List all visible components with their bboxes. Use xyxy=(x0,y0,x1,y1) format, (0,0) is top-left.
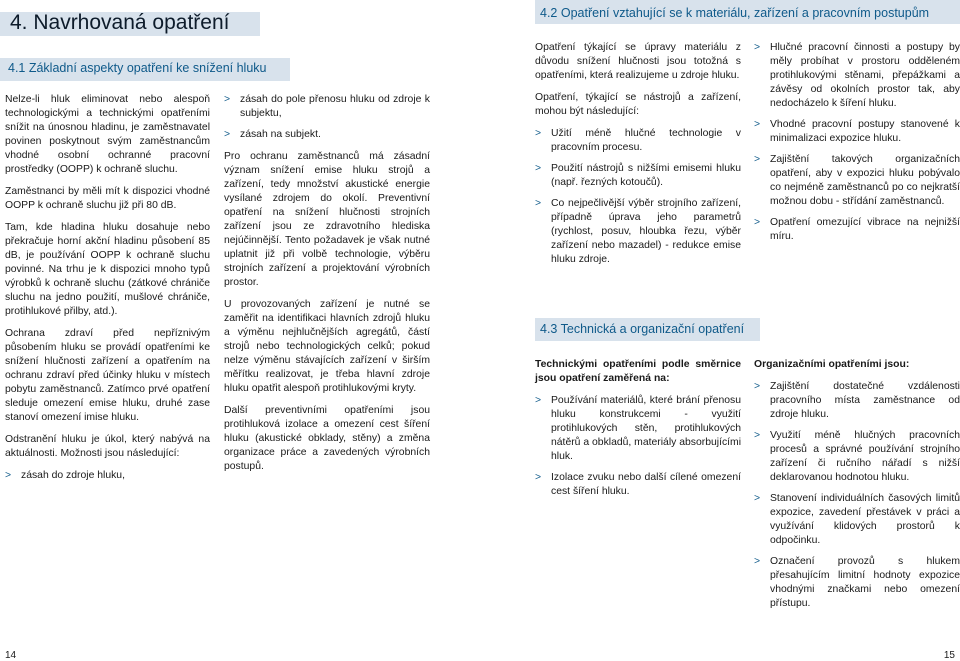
column-4 xyxy=(754,41,960,252)
bullet-marker: > xyxy=(754,154,761,165)
list-item-text: Využití méně hlučných pracovních procesů a správné používání strojního zařízení či ručního nářadí s nižší deklarovanou hodnotou hluku. xyxy=(770,430,960,483)
list-item xyxy=(754,429,960,485)
list-item xyxy=(754,41,960,111)
bullet-marker: > xyxy=(224,94,231,105)
bullet-marker: > xyxy=(754,217,761,228)
list-item xyxy=(754,216,960,244)
page-number-left: 14 xyxy=(5,650,17,661)
list-item xyxy=(535,197,741,267)
bullet-marker: > xyxy=(754,381,761,392)
bullet-marker: > xyxy=(5,470,12,481)
bullet-marker: > xyxy=(754,556,761,567)
list-item-text: Vhodné pracovní postupy stanovené k minimalizaci expozice hluku. xyxy=(770,119,960,144)
paragraph: Opatření týkající se úpravy materiálu z důvodu snížení hlučnosti jsou totožná s opatřeními, která realizujeme u zdroje hluku. xyxy=(535,42,741,81)
section-42-title: 4.2 Opatření vztahující se k materiálu, zařízení a pracovním postupům xyxy=(540,6,930,20)
paragraph: Opatření, týkající se nástrojů a zařízení, mohou být následující: xyxy=(535,92,741,117)
list-item-text: zásah na subjekt. xyxy=(240,129,321,140)
bullet-list xyxy=(224,93,430,142)
list-item xyxy=(754,555,960,611)
paragraph: Odstranění hluku je úkol, který nabývá na aktuálnosti. Možnosti jsou následující: xyxy=(5,434,210,459)
list-item xyxy=(535,471,741,499)
paragraph: U provozovaných zařízení je nutné se zaměřit na identifikaci hlavních zdrojů hluku a výměnu nejhlučnějších agregátů, částí strojů nebo technologických celků; pokud nelze výměnu stávajících zařízení v širším měřítku realizovat, je třeba hlavní zdroje hluku opatřit alespoň protihlukovými kryty. xyxy=(224,299,430,394)
bullet-marker: > xyxy=(224,129,231,140)
list-item-text: Hlučné pracovní činnosti a postupy by měly probíhat v prostoru odděleném protihlukovými stěnami, přepážkami a závěsy od okolních prostor tak, aby nedocházelo k šíření hluku. xyxy=(770,42,960,109)
section-43-title: 4.3 Technická a organizační opatření xyxy=(540,322,745,336)
list-item-text: Užití méně hlučné technologie v pracovním procesu. xyxy=(551,128,741,153)
column-1 xyxy=(5,93,210,491)
list-item-text: Izolace zvuku nebo další cílené omezení cest šíření hluku. xyxy=(551,472,741,497)
bullet-list xyxy=(535,127,741,267)
list-item-text: Použití nástrojů s nižšími emisemi hluku (např. řezných kotoučů). xyxy=(551,163,741,188)
list-item-text: Zajištění takových organizačních opatření, aby v expozici hluku pobývalo co nejméně zaměstnanců po co nejkratší možnou dobu - střídání zaměstnanců. xyxy=(770,154,960,207)
section-41-title: 4.1 Základní aspekty opatření ke snížení hluku xyxy=(8,61,267,75)
list-item xyxy=(535,394,741,464)
bullet-marker: > xyxy=(535,395,542,406)
column-3-lower xyxy=(535,358,741,507)
bullet-marker: > xyxy=(535,163,542,174)
paragraph: Tam, kde hladina hluku dosahuje nebo překračuje horní akční hladinu působení 85 dB, je používání OOPP k ochraně sluchu povinné. Na trhu je k dispozici mnoho typů výrobků k ochraně sluchu (zátkové chrániče sluchu na jedno použití, mušlové chrániče, protihlukové přilby, atd.). xyxy=(5,222,210,317)
paragraph: Další preventivními opatřeními jsou protihluková izolace a omezení cest šíření hluku (akustické obklady, stěny) a změna organizace práce a zavedených výrobních postupů. xyxy=(224,405,430,472)
bullet-list xyxy=(754,41,960,244)
paragraph: Ochrana zdraví před nepříznivým působením hluku se provádí opatřeními ke snížení hlučnosti zařízení a opatřením na ochranu zdraví před účinky hluku v místech pobytu zaměstnanců. Zatímco prvé opatření sleduje omezení emise hluku, druhé zase stanoví omezení imise hluku. xyxy=(5,328,210,423)
bullet-marker: > xyxy=(754,42,761,53)
list-item xyxy=(754,118,960,146)
list-item-text: Označení provozů s hlukem přesahujícím limitní hodnoty expozice vhodnými značkami nebo omezení přístupu. xyxy=(770,556,960,609)
list-item-text: Zajištění dostatečné vzdálenosti pracovního místa zaměstnance od zdroje hluku. xyxy=(770,381,960,420)
chapter-title: 4. Navrhovaná opatření xyxy=(10,11,230,34)
bullet-marker: > xyxy=(535,472,542,483)
bullet-list xyxy=(754,380,960,611)
paragraph: Zaměstnanci by měli mít k dispozici vhodné OOPP k ochraně sluchu již při 80 dB. xyxy=(5,186,210,211)
list-item xyxy=(754,492,960,548)
list-item xyxy=(224,93,430,121)
list-item xyxy=(535,127,741,155)
column-3 xyxy=(535,41,741,275)
list-item xyxy=(224,128,430,142)
list-item-text: zásah do pole přenosu hluku od zdroje k subjektu, xyxy=(240,94,430,119)
bullet-marker: > xyxy=(754,493,761,504)
list-item xyxy=(754,153,960,209)
paragraph: Nelze-li hluk eliminovat nebo alespoň technologickými a technickými opatřeními snížit na únosnou hladinu, je zaměstnavatel povinen poskytnout svým zaměstnancům vhodné osobní ochranné pracovní prostředky (OOPP) k ochraně sluchu. xyxy=(5,94,210,175)
list-item xyxy=(754,380,960,422)
bullet-list xyxy=(535,394,741,499)
bullet-list xyxy=(5,469,210,483)
list-item xyxy=(5,469,210,483)
paragraph: Pro ochranu zaměstnanců má zásadní význam snížení emise hluku strojů a zařízení, tedy množství akustické energie vysílané zdrojem do okolí. Preventivní opatření na snížení hlučnosti strojních zařízení jsou ze zdravotního hlediska nejúčinnější. Tento požadavek je však nutné uplatnit již při volbě technologie, výběru strojních zařízení a projektování výrobních prostor. xyxy=(224,151,430,288)
column-2 xyxy=(224,93,430,482)
subheading: Organizačními opatřeními jsou: xyxy=(754,359,910,370)
list-item xyxy=(535,162,741,190)
list-item-text: zásah do zdroje hluku, xyxy=(21,470,125,481)
bullet-marker: > xyxy=(754,430,761,441)
subheading: Technickými opatřeními podle směrnice jsou opatření zaměřená na: xyxy=(535,359,741,384)
bullet-marker: > xyxy=(535,198,542,209)
column-4-lower xyxy=(754,358,960,619)
list-item-text: Opatření omezující vibrace na nejnižší míru. xyxy=(770,217,960,242)
bullet-marker: > xyxy=(535,128,542,139)
bullet-marker: > xyxy=(754,119,761,130)
list-item-text: Používání materiálů, které brání přenosu hluku konstrukcemi - využití protihlukových stěn, protihlukových nátěrů a obkladů, materiály absorbujícími hluk. xyxy=(551,395,742,462)
list-item-text: Co nejpečlivější výběr strojního zařízení, případně úprava jeho parametrů (rychlost, posuv, hloubka řezu, výběr zařízení nebo mazadel) - redukce emise hluku zdroje. xyxy=(551,198,741,265)
page-number-right: 15 xyxy=(943,650,955,661)
list-item-text: Stanovení individuálních časových limitů expozice, zavedení přestávek v práci a využívání klidových prostorů k odpočinku. xyxy=(770,493,960,546)
